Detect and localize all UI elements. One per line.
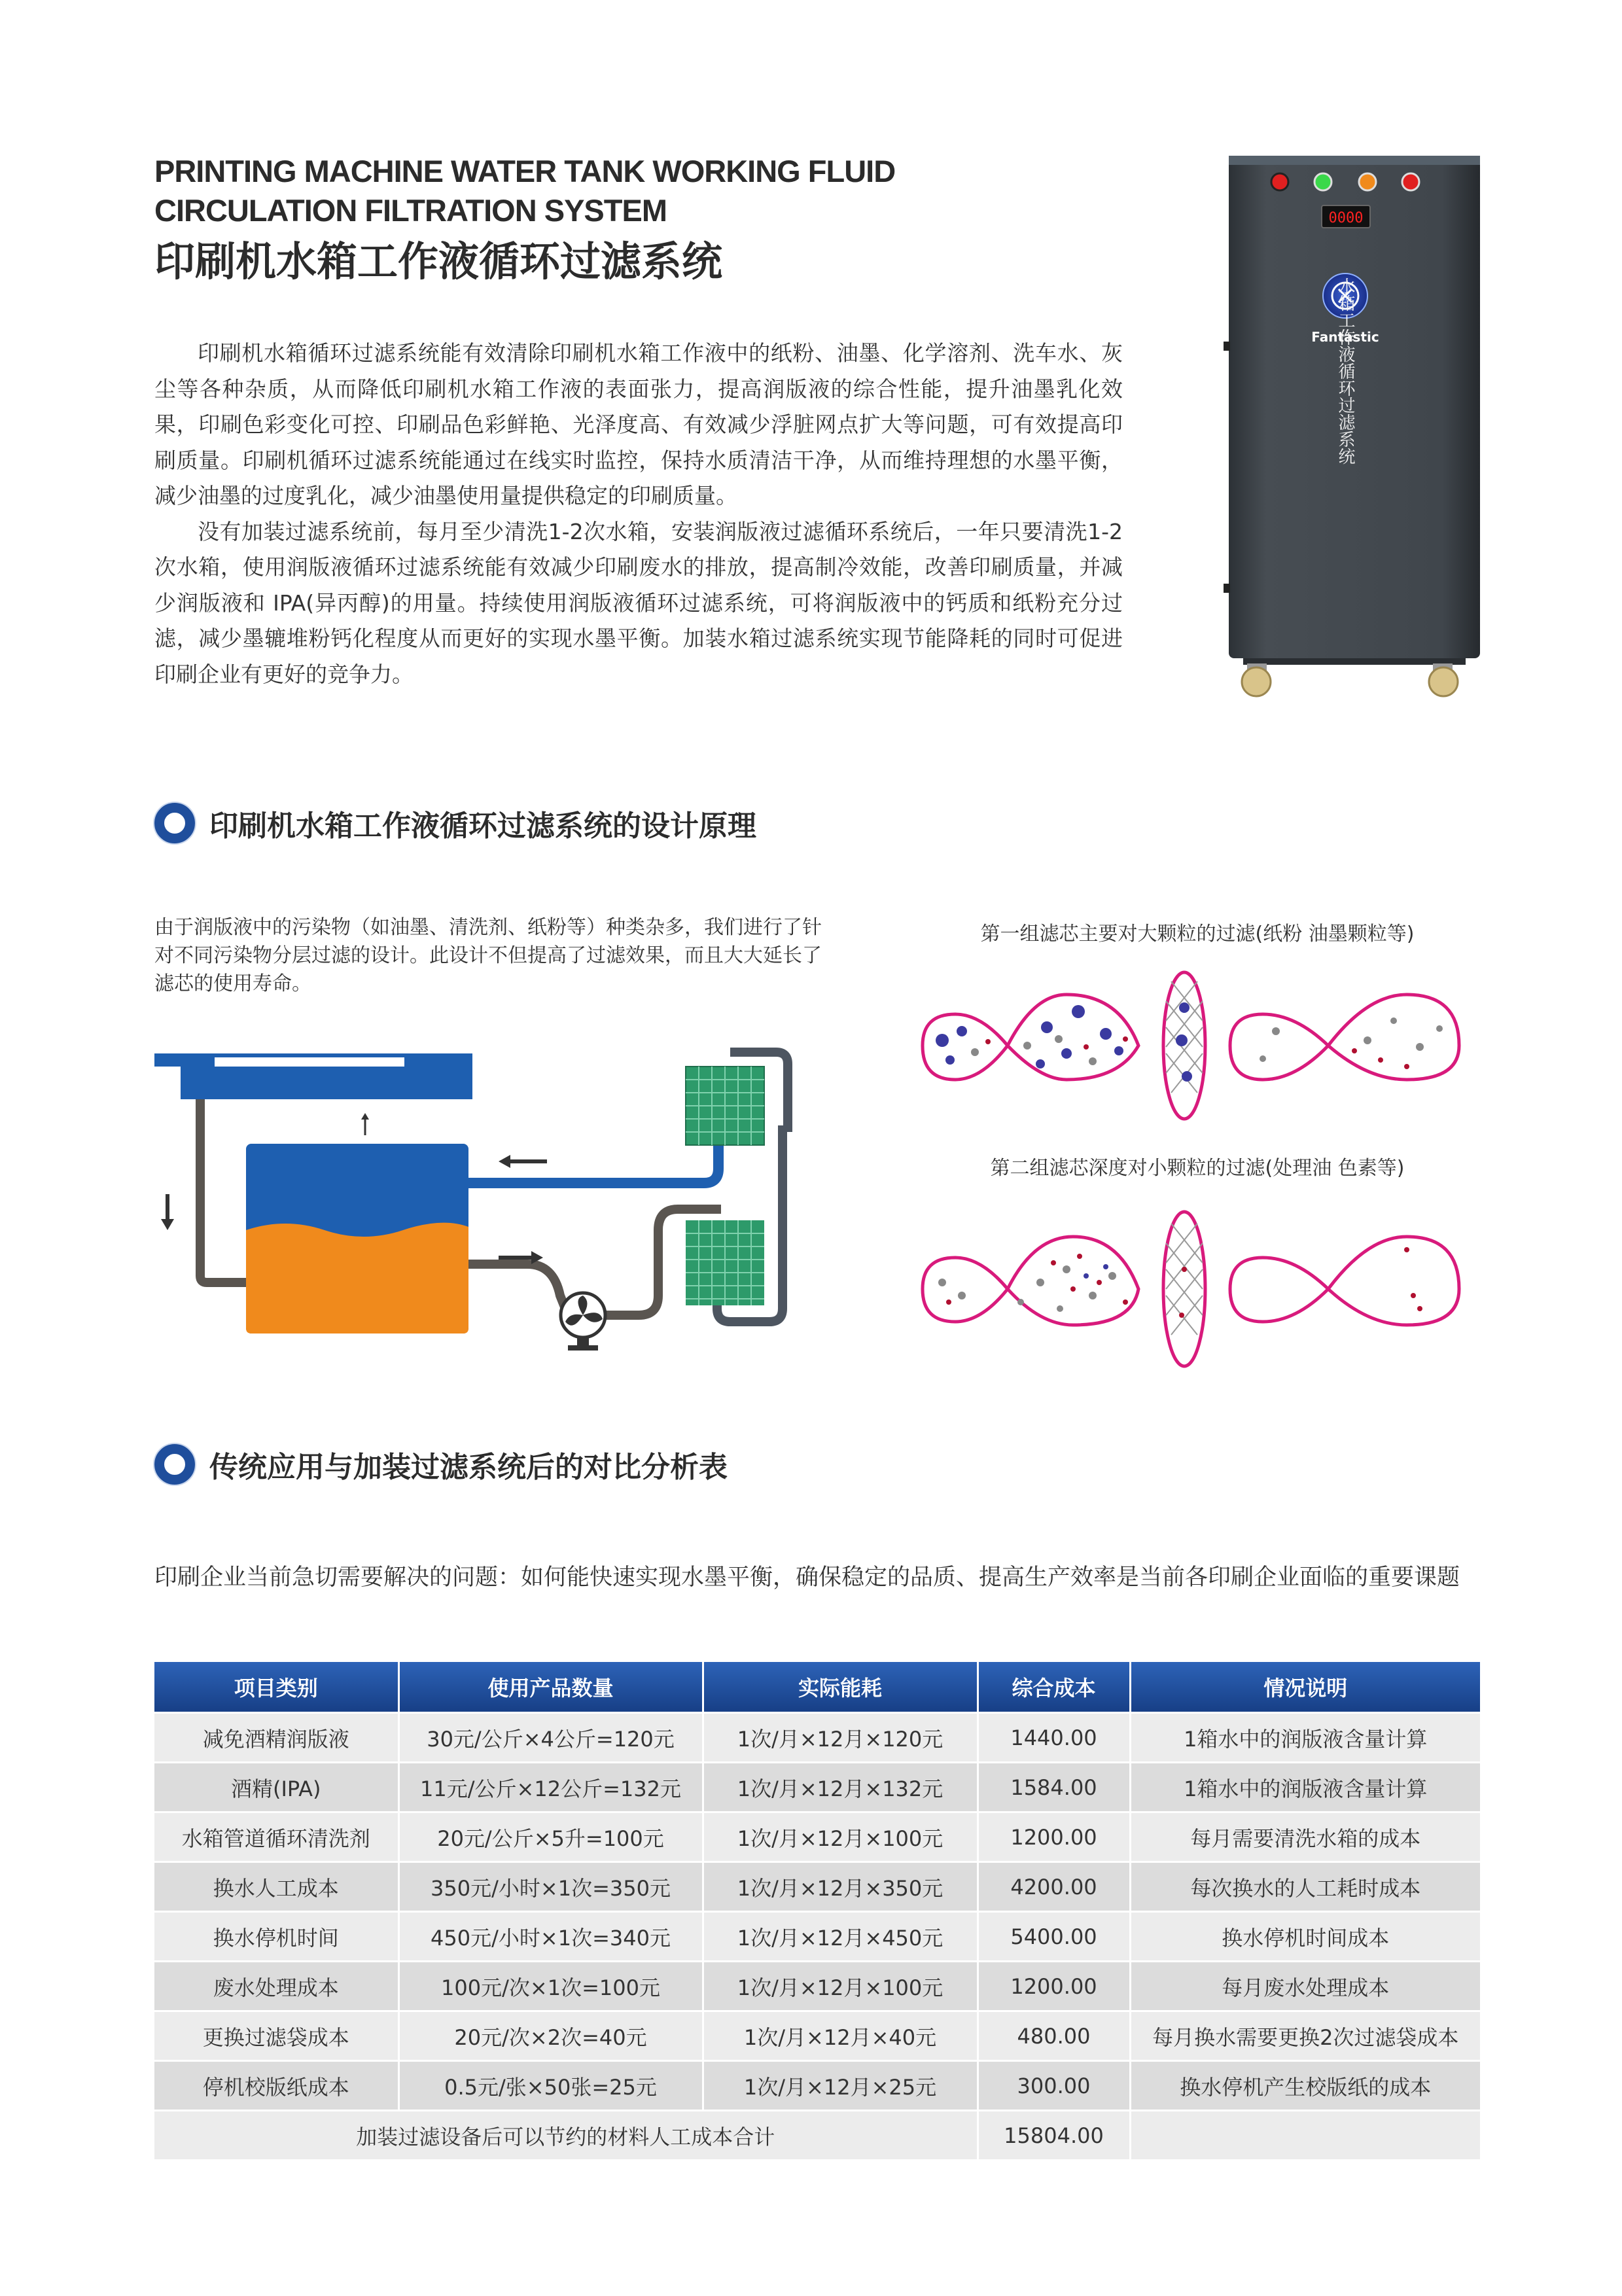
table-row [154,1862,1480,1912]
brand-name: Fantastic [1311,329,1379,345]
header-notes: 情况说明 [1130,1662,1480,1713]
total-label: 加装过滤设备后可以节约的材料人工成本合计 [154,2111,978,2160]
circulation-diagram [154,1034,809,1361]
intro-text [154,336,1123,692]
red-indicator-light-icon [1271,173,1288,190]
filter2-loop-right [1230,1237,1459,1325]
cell-notes: 换水停机产生校版纸的成本 [1130,2061,1480,2111]
cell-notes: 1箱水中的润版液含量计算 [1130,1763,1480,1812]
cell-consumption: 1次/月×12月×450元 [703,1912,978,1962]
filter2-caption: 第二组滤芯深度对小颗粒的过滤(处理油 色素等) [990,1157,1405,1180]
section-heading-design [154,792,756,855]
cell-consumption: 1次/月×12月×40元 [703,2011,978,2061]
cell-consumption: 1次/月×12月×350元 [703,1862,978,1912]
chinese-title: 印刷机水箱工作液循环过滤系统 [154,238,723,285]
cell-category: 更换过滤袋成本 [154,2011,398,2061]
cell-cost: 1200.00 [978,1962,1130,2011]
left-arrow-icon [499,1155,547,1168]
cell-cost: 4200.00 [978,1862,1130,1912]
english-title-line2: CIRCULATION FILTRATION SYSTEM [154,193,667,228]
cell-notes: 每次换水的人工耗时成本 [1130,1862,1480,1912]
filter2-cartridge [1163,1212,1205,1366]
table-row [154,2011,1480,2061]
section-title-comparison: 传统应用与加装过滤系统后的对比分析表 [209,1451,728,1484]
filter1-diagram [909,968,1472,1132]
header-cost: 综合成本 [978,1662,1130,1713]
cell-consumption: 1次/月×12月×100元 [703,1812,978,1862]
cell-category: 停机校版纸成本 [154,2061,398,2111]
cell-quantity: 100元/次×1次=100元 [398,1962,703,2011]
comparison-table [154,1662,1480,2159]
table-total-row [154,2111,1480,2160]
table-row [154,1812,1480,1862]
cell-cost: 1584.00 [978,1763,1130,1812]
cell-cost: 480.00 [978,2011,1130,2061]
product-vertical-label: 水箱工作液循环过滤系统 [1335,277,1355,465]
total-value: 15804.00 [978,2111,1130,2160]
cell-notes: 每月废水处理成本 [1130,1962,1480,2011]
tank-liquid [246,1223,468,1333]
cell-cost: 300.00 [978,2061,1130,2111]
orange-indicator-light-icon [1359,173,1376,190]
cell-category: 减免酒精润版液 [154,1713,398,1763]
design-description: 由于润版液中的污染物（如油墨、清洗剂、纸粉等）种类杂多，我们进行了针对不同污染物分层过滤的设计。此设计不但提高了过滤效果，而且大大延长了滤芯的使用寿命。 [154,916,822,995]
cell-cost: 1440.00 [978,1713,1130,1763]
table-row [154,2061,1480,2111]
total-notes-empty [1130,2111,1480,2160]
header-category: 项目类别 [154,1662,398,1713]
cell-category: 酒精(IPA) [154,1763,398,1812]
red-button-icon [1402,173,1419,190]
section-ring-icon [154,803,195,843]
cell-notes: 每月换水需要更换2次过滤袋成本 [1130,2011,1480,2061]
comparison-intro: 印刷企业当前急切需要解决的问题：如何能快速实现水墨平衡，确保稳定的品质、提高生产效率是当前各印刷企业面临的重要课题 [154,1564,1460,1591]
cell-quantity: 11元/公斤×12公斤=132元 [398,1763,703,1812]
table-row [154,1763,1480,1812]
product-cabinet-image [1224,152,1485,701]
pump-fan-icon [561,1293,605,1351]
cell-consumption: 1次/月×12月×100元 [703,1962,978,2011]
cell-consumption: 1次/月×12月×25元 [703,2061,978,2111]
caster-wheel-right-icon [1429,663,1458,696]
cell-cost: 5400.00 [978,1912,1130,1962]
cell-category: 废水处理成本 [154,1962,398,2011]
cell-quantity: 30元/公斤×4公斤=120元 [398,1713,703,1763]
section-ring-icon [154,1444,195,1485]
cell-category: 换水停机时间 [154,1912,398,1962]
down-arrow-icon [161,1194,174,1230]
return-pipe [200,1093,246,1282]
header-quantity: 使用产品数量 [398,1662,703,1713]
cell-cost: 1200.00 [978,1812,1130,1862]
cell-notes: 换水停机时间成本 [1130,1912,1480,1962]
cell-notes: 1箱水中的润版液含量计算 [1130,1713,1480,1763]
cell-quantity: 20元/公斤×5升=100元 [398,1812,703,1862]
english-title [154,152,1005,230]
cell-quantity: 350元/小时×1次=350元 [398,1862,703,1912]
table-header-row [154,1662,1480,1713]
filter1-caption: 第一组滤芯主要对大颗粒的过滤(纸粉 油墨颗粒等) [980,923,1415,945]
display-readout: 0000 [1328,210,1364,226]
intro-paragraph-1: 印刷机水箱循环过滤系统能有效清除印刷机水箱工作液中的纸粉、油墨、化学溶剂、洗车水、灰尘等各种杂质，从而降低印刷机水箱工作液的表面张力，提高润版液的综合性能，提升油墨乳化效果，印刷色彩变化可控、印刷品色彩鲜艳、光泽度高、有效减少浮脏网点扩大等问题，可有效提高印刷质量。印刷机循环过滤系统能通过在线实时监控，保持水质清洁干净，从而维持理想的水墨平衡，减少油墨的过度乳化，减少油墨使用量提供稳定的印刷质量。 [154,340,1123,508]
cell-category: 换水人工成本 [154,1862,398,1912]
cell-category: 水箱管道循环清洗剂 [154,1812,398,1862]
green-indicator-light-icon [1314,173,1331,190]
cell-quantity: 20元/次×2次=40元 [398,2011,703,2061]
caster-wheel-left-icon [1242,663,1271,696]
header-consumption: 实际能耗 [703,1662,978,1713]
cell-quantity: 0.5元/张×50张=25元 [398,2061,703,2111]
cell-quantity: 450元/小时×1次=340元 [398,1912,703,1962]
table-row [154,1962,1480,2011]
cell-consumption: 1次/月×12月×132元 [703,1763,978,1812]
cell-consumption: 1次/月×12月×120元 [703,1713,978,1763]
cell-notes: 每月需要清洗水箱的成本 [1130,1812,1480,1862]
filter1-loop-right [1230,995,1459,1080]
filter2-diagram [909,1204,1472,1374]
english-title-line1: PRINTING MACHINE WATER TANK WORKING FLUID [154,154,896,188]
intro-paragraph-2: 没有加装过滤系统前，每月至少清洗1-2次水箱，安装润版液过滤循环系统后，一年只要清洗1-2次水箱，使用润版液循环过滤系统能有效减少印刷废水的排放，提高制冷效能，改善印刷质量，并减少润版液和 IPA(异丙醇)的用量。持续使用润版液循环过滤系统，可将润版液中的钙质和纸粉充分过滤，减少墨辘堆粉钙化程度从而更好的实现水墨平衡。加装水箱过滤系统实现节能降耗的同时可促进印刷企业有更好的竞争力。 [154,518,1123,687]
filter2-loop-left [923,1237,1138,1325]
table-row [154,1713,1480,1763]
section-title-design: 印刷机水箱工作液循环过滤系统的设计原理 [209,809,756,843]
table-row [154,1912,1480,1962]
section-heading-comparison [154,1433,728,1496]
